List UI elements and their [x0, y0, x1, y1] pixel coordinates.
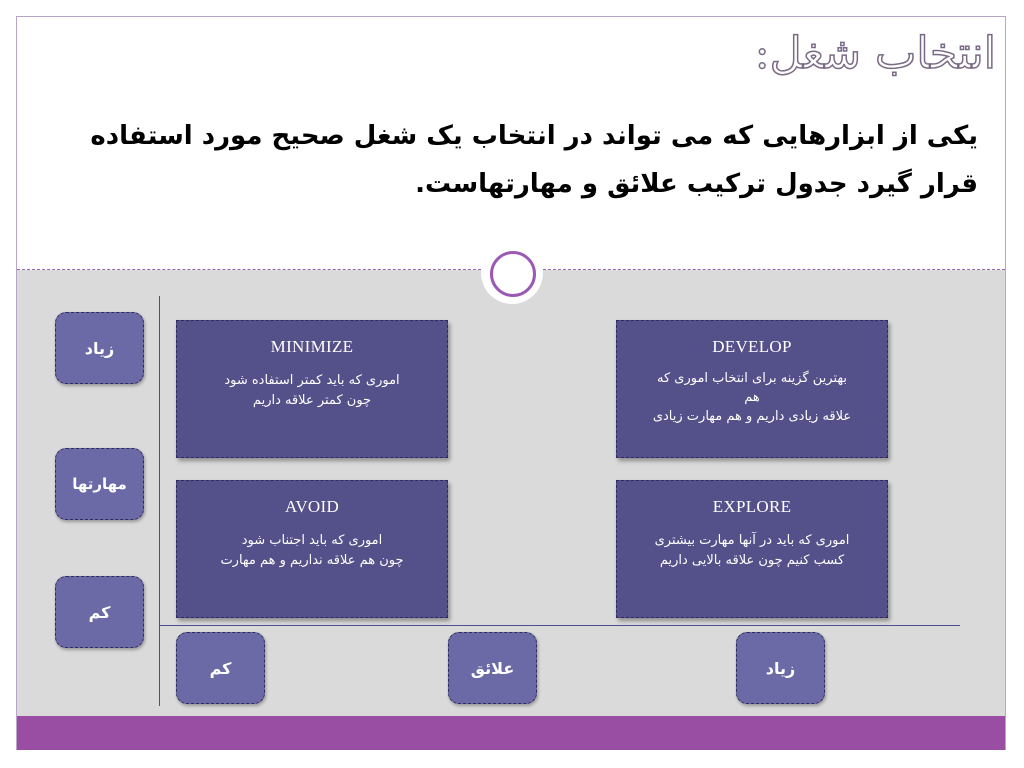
quadrant-develop	[616, 320, 888, 458]
x-axis-name-label: علائق	[448, 632, 537, 704]
quadrant-develop-description	[617, 369, 887, 426]
divider-line-right	[543, 269, 1005, 270]
divider-ring-icon	[490, 251, 536, 297]
x-axis-high-label: زیاد	[736, 632, 825, 704]
quadrant-minimize-line: اموری که باید کمتر استفاده شود	[224, 373, 400, 388]
x-axis-low-label: کم	[176, 632, 265, 704]
quadrant-explore-description	[617, 531, 887, 571]
y-axis-low-label: کم	[55, 576, 144, 648]
quadrant-avoid-description	[177, 531, 447, 571]
y-axis-high-label: زیاد	[55, 312, 144, 384]
quadrant-explore-line: اموری که باید در آنها مهارت بیشتری	[654, 533, 850, 548]
slide-title: انتخاب شغل:	[754, 28, 996, 79]
quadrant-avoid-line: چون هم علاقه نداریم و هم مهارت	[220, 553, 404, 568]
x-axis-line	[159, 625, 960, 626]
quadrant-develop-line: علاقه زیادی داریم و هم مهارت زیادی	[652, 409, 852, 424]
quadrant-minimize-line: چون کمتر علاقه داریم	[252, 393, 372, 408]
slide-body-text: یکی از ابزارهایی که می تواند در انتخاب یک شغل صحیح مورد استفاده قرار گیرد جدول ترکیب علائق و مهارتهاست.	[90, 121, 978, 199]
quadrant-minimize	[176, 320, 448, 458]
quadrant-explore	[616, 480, 888, 618]
y-axis-line	[159, 296, 160, 706]
quadrant-develop-title: DEVELOP	[712, 337, 792, 356]
quadrant-minimize-description	[177, 371, 447, 411]
divider-line-left	[17, 269, 481, 270]
quadrant-explore-line: کسب کنیم چون علاقه بالایی داریم	[659, 553, 845, 568]
quadrant-avoid-title: AVOID	[284, 497, 340, 516]
quadrant-minimize-title: MINIMIZE	[270, 337, 354, 356]
y-axis-name-label: مهارتها	[55, 448, 144, 520]
footer-bar	[17, 716, 1005, 750]
quadrant-explore-title: EXPLORE	[712, 497, 792, 516]
quadrant-avoid	[176, 480, 448, 618]
quadrant-develop-line: هم	[744, 390, 760, 405]
quadrant-develop-line: بهترین گزینه برای انتخاب اموری که	[657, 371, 847, 386]
quadrant-avoid-line: اموری که باید اجتناب شود	[241, 533, 383, 548]
